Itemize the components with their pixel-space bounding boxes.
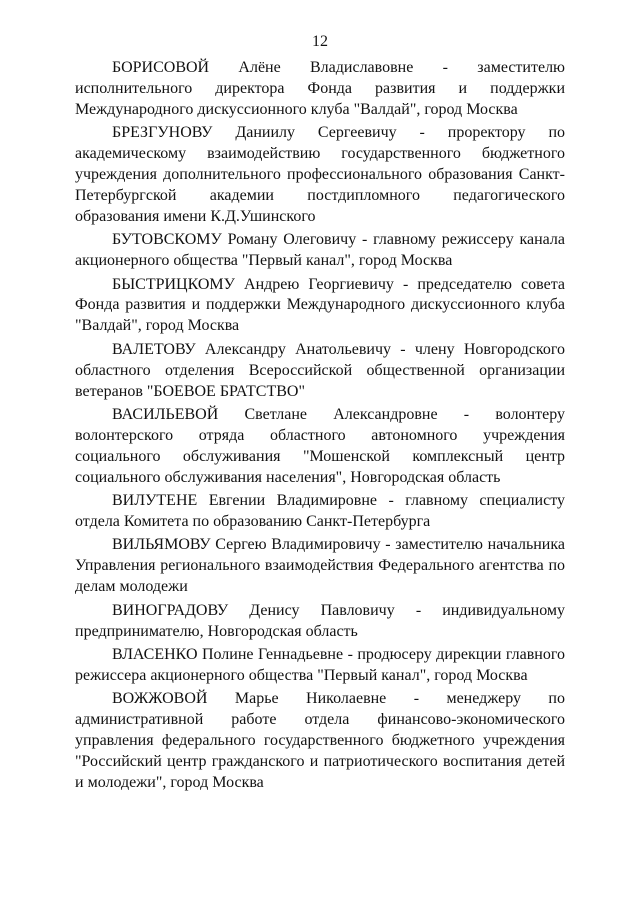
page-number: 12 <box>312 33 328 50</box>
entry-position: - члену Новгородского областного отделения Всероссийской общественной организации ветеранов "БОЕВОЕ БРАТСТВО" <box>75 340 566 400</box>
list-entry <box>75 645 565 687</box>
entry-position: - волонтеру волонтерского отряда областного автономного учреждения социального обслуживания "Мошенской комплексный центр социального обслуживания населения", Новгородская область <box>75 406 565 486</box>
entry-name: БОРИСОВОЙ Алёне Владиславовне <box>112 59 414 76</box>
award-list <box>75 58 565 796</box>
list-entry <box>75 275 565 338</box>
entry-name: ВАЛЕТОВУ Александру Анатольевичу <box>112 340 392 358</box>
list-entry <box>75 535 565 598</box>
entry-name: БУТОВСКОМУ Роману Олеговичу <box>112 231 357 249</box>
entry-position: - проректору по академическому взаимодействию государственного бюджетного учреждения дополнительного профессионального образования Санкт-Петербургской академии постдипломного педагогического образования имени К.Д.Ушинского <box>75 124 566 225</box>
entry-name: БЫСТРИЦКОМУ Андрею Георгиевичу <box>112 275 394 293</box>
entry-name: БРЕЗГУНОВУ Даниилу Сергеевичу <box>112 124 397 142</box>
entry-position: - индивидуальному предпринимателю, Новгородская область <box>75 601 566 640</box>
entry-position: - главному режиссеру канала акционерного общества "Первый канал", город Москва <box>75 231 566 270</box>
entry-name: ВИНОГРАДОВУ Денису Павловичу <box>112 601 395 619</box>
entry-position: - главному специалисту отдела Комитета по образованию Санкт-Петербурга <box>75 492 565 531</box>
list-entry <box>75 340 565 403</box>
list-entry <box>75 491 565 533</box>
list-entry <box>75 405 565 489</box>
entry-position: - продюсеру дирекции главного режиссера акционерного общества "Первый канал", город Москва <box>75 645 566 684</box>
entry-position: - председателю совета Фонда развития и поддержки Международного дискуссионного клуба "Валдай", город Москва <box>75 275 566 335</box>
entry-name: ВИЛЬЯМОВУ Сергею Владимировичу <box>112 536 381 554</box>
entry-position: - заместителю начальника Управления регионального взаимодействия Федерального агентства по делам молодежи <box>75 536 566 596</box>
list-entry <box>75 689 565 794</box>
entry-name: ВАСИЛЬЕВОЙ Светлане Александровне <box>112 406 438 423</box>
list-entry <box>75 601 565 643</box>
entry-position: - заместителю исполнительного директора Фонда развития и поддержки Международного дискуссионного клуба "Валдай", город Москва <box>75 59 566 118</box>
list-entry <box>75 58 565 121</box>
entry-name: ВОЖЖОВОЙ Марье Николаевне <box>112 690 387 708</box>
list-entry <box>75 230 565 272</box>
entry-position: - менеджеру по административной работе отдела финансово-экономического управления федерального государственного бюджетного учреждения "Российский центр гражданского и патриотического воспитания детей и молодежи", город Москва <box>75 690 565 791</box>
entry-name: ВИЛУТЕНЕ Евгении Владимировне <box>112 492 377 510</box>
list-entry <box>75 123 565 228</box>
entry-name: ВЛАСЕНКО Полине Геннадьевне <box>112 645 344 663</box>
